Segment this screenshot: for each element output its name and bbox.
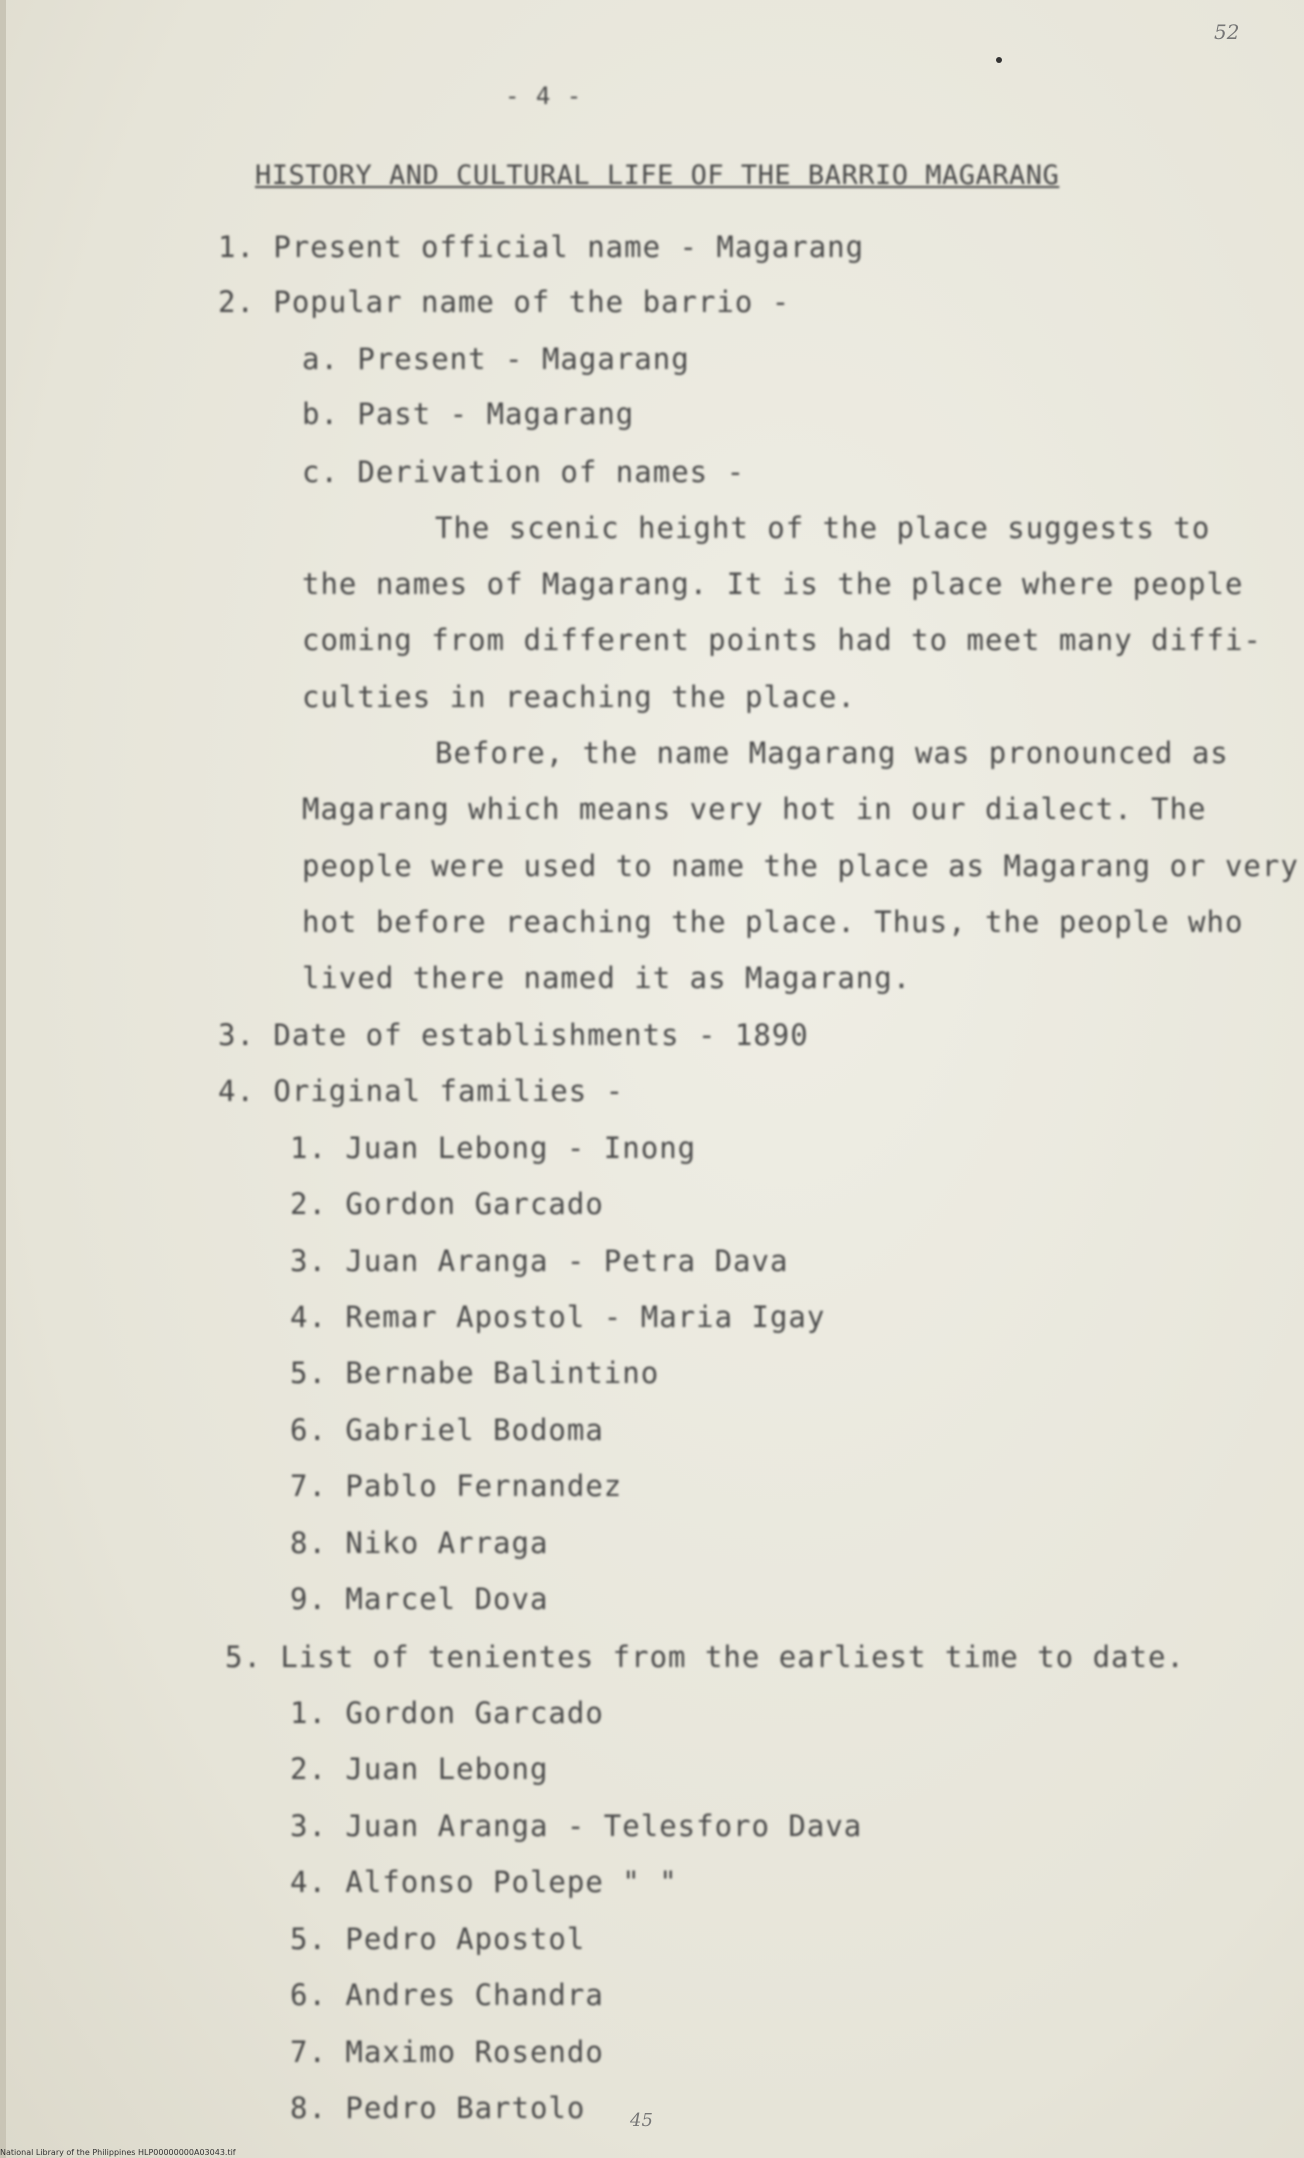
text-line: 8. Niko Arraga bbox=[290, 1526, 549, 1560]
text-line: 4. Remar Apostol - Maria Igay bbox=[290, 1300, 826, 1334]
scan-edge bbox=[0, 0, 6, 2158]
text-line: 3. Juan Aranga - Telesforo Dava bbox=[290, 1809, 863, 1843]
text-line: people were used to name the place as Magarang or very bbox=[302, 849, 1299, 883]
text-line: Magarang which means very hot in our dialect. The bbox=[302, 792, 1207, 826]
text-line: 1. Present official name - Magarang bbox=[218, 230, 865, 264]
text-line: hot before reaching the place. Thus, the people who bbox=[302, 905, 1244, 939]
page-title: HISTORY AND CULTURAL LIFE OF THE BARRIO MAGARANG bbox=[255, 160, 1060, 191]
ink-spot bbox=[996, 57, 1002, 63]
page-number: - 4 - bbox=[505, 82, 583, 110]
corner-note: 52 bbox=[1214, 20, 1240, 44]
text-line: 6. Andres Chandra bbox=[290, 1978, 604, 2012]
text-line: 5. Pedro Apostol bbox=[290, 1922, 586, 1956]
text-line: culties in reaching the place. bbox=[302, 680, 856, 714]
text-line: c. Derivation of names - bbox=[302, 455, 746, 489]
bottom-mark: 45 bbox=[630, 2110, 653, 2131]
text-line: 4. Original families - bbox=[218, 1074, 625, 1108]
text-line: 1. Juan Lebong - Inong bbox=[290, 1131, 697, 1165]
text-line: The scenic height of the place suggests to bbox=[435, 511, 1211, 545]
text-line: coming from different points had to meet many diffi- bbox=[302, 623, 1262, 657]
text-line: 5. Bernabe Balintino bbox=[290, 1356, 660, 1390]
text-line: 7. Pablo Fernandez bbox=[290, 1469, 623, 1503]
scan-footer: National Library of the Philippines HLP00000000A03043.tif bbox=[0, 2148, 236, 2157]
text-line: 3. Juan Aranga - Petra Dava bbox=[290, 1244, 789, 1278]
text-line: 4. Alfonso Polepe " " bbox=[290, 1865, 678, 1899]
text-line: 2. Gordon Garcado bbox=[290, 1187, 604, 1221]
text-line: 2. Juan Lebong bbox=[290, 1752, 549, 1786]
text-line: 9. Marcel Dova bbox=[290, 1582, 549, 1616]
text-line: b. Past - Magarang bbox=[302, 397, 635, 431]
text-line: lived there named it as Magarang. bbox=[302, 961, 912, 995]
text-line: 7. Maximo Rosendo bbox=[290, 2035, 604, 2069]
text-line: 1. Gordon Garcado bbox=[290, 1696, 604, 1730]
text-line: 3. Date of establishments - 1890 bbox=[218, 1018, 809, 1052]
text-line: 2. Popular name of the barrio - bbox=[218, 285, 791, 319]
text-line: the names of Magarang. It is the place where people bbox=[302, 567, 1244, 601]
text-line: 5. List of tenientes from the earliest time to date. bbox=[225, 1640, 1185, 1674]
text-line: Before, the name Magarang was pronounced as bbox=[435, 736, 1229, 770]
text-line: 8. Pedro Bartolo bbox=[290, 2091, 586, 2125]
text-line: 6. Gabriel Bodoma bbox=[290, 1413, 604, 1447]
text-line: a. Present - Magarang bbox=[302, 342, 690, 376]
